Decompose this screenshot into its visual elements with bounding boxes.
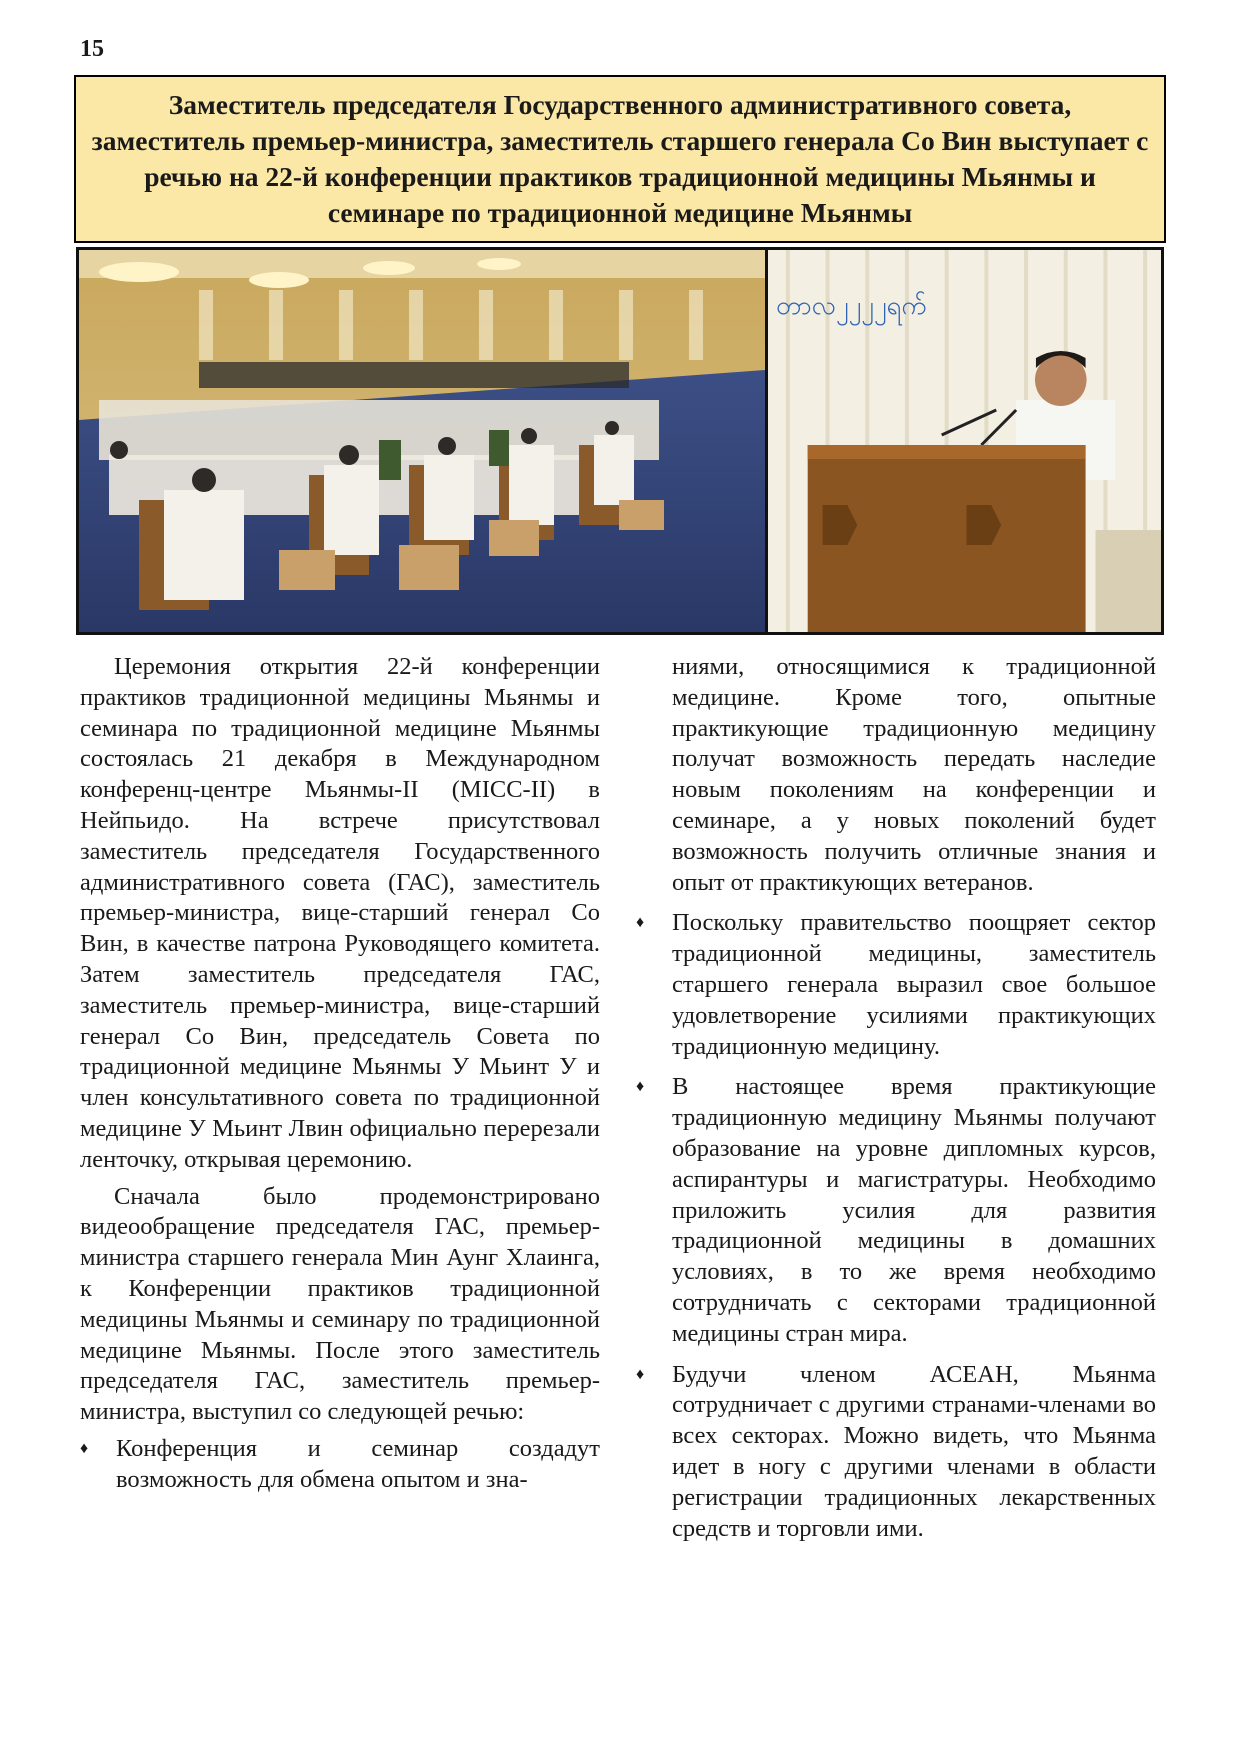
bullet-text: Будучи членом АСЕАН, Мьянма сотрудничает с другими странами-членами во всех секторах. Можно видеть, что Мьянма идет в ногу с другими членами в области регистрации традиционных лекарственных средств и торговли ими.: [672, 1360, 1156, 1542]
bullet-text: ниями, относящимися к традиционной медицине. Кроме того, опытные практикующие традиционную медицину получат возможность передать наследие новым поколениям на конференции и семинаре, а у новых поколений будет возможность получить отличные знания и опыт от практикующих ветеранов.: [672, 653, 1156, 896]
photo-speaker-at-podium: [768, 250, 1161, 632]
bullet-marker: ♦: [636, 1078, 645, 1096]
bullet-marker: ♦: [636, 914, 645, 932]
headline-box: [74, 75, 1166, 243]
bullet-marker: ♦: [636, 1365, 645, 1383]
right-column: [636, 652, 1156, 1554]
speaker-image: [768, 250, 1161, 632]
bullet-item: [80, 1434, 600, 1496]
banner-text: တာလ၂၂၂၂ရက်: [775, 290, 927, 322]
bullet-text: Конференция и семинар создадут возможность для обмена опытом и зна-: [116, 1434, 600, 1493]
bullet-item: [636, 1072, 1156, 1349]
page-number: 15: [80, 36, 104, 62]
photo-conference-hall: [79, 250, 765, 632]
photo-frame: [76, 247, 1164, 635]
paragraph: Сначала было продемонстрировано видеообращение председателя ГАС, премьер-министра старшего генерала Мин Аунг Хлаинга, к Конференции практиков традиционной медицины Мьянмы и семинару по традиционной медицине Мьянмы. После этого заместитель председателя ГАС, заместитель премьер-министра, выступил со следующей речью:: [80, 1182, 600, 1426]
conference-hall-image: [79, 250, 765, 632]
left-column: [80, 652, 600, 1506]
bullet-text: Поскольку правительство поощряет сектор традиционной медицины, заместитель старшего генерала выразил свое большое удовлетворение усилиями практикующих традиционную медицину.: [672, 909, 1156, 1060]
bullet-text: В настоящее время практикующие традиционную медицину Мьянмы получают образование на уровне дипломных курсов, аспирантуры и магистратуры. Необходимо приложить усилия для развития традиционной медицины в домашних условиях, в то же время необходимо сотрудничать с секторами традиционной медицины стран мира.: [672, 1073, 1156, 1347]
headline: Заместитель председателя Государственного административного совета, заместитель премьер-министра, заместитель старшего генерала Со Вин выступает с речью на 22-й конференции практиков традиционной медицины Мьянмы и семинаре по традиционной медицине Мьянмы: [91, 89, 1149, 228]
bullet-item: [636, 1360, 1156, 1545]
paragraph: Церемония открытия 22-й конференции практиков традиционной медицины Мьянмы и семинара по традиционной медицине Мьянмы состоялась 21 декабря в Международном конференц-центре Мьянмы-II (MICC-II) в Нейпьидо. На встрече присутствовал заместитель председателя Государственного административного совета (ГАС), заместитель премьер-министра, вице-старший генерал Со Вин, в качестве патрона Руководящего комитета. Затем заместитель председателя ГАС, заместитель премьер-министра, вице-старший генерал Со Вин, председатель Совета по традиционной медицине Мьянмы У Мьинт У и член консультативного совета по традиционной медицине У Мьинт Лвин официально перерезали ленточку, открывая церемонию.: [80, 653, 600, 1173]
bullet-item: [636, 908, 1156, 1062]
bullet-item-continued: [636, 652, 1156, 898]
bullet-marker: ♦: [80, 1439, 89, 1457]
